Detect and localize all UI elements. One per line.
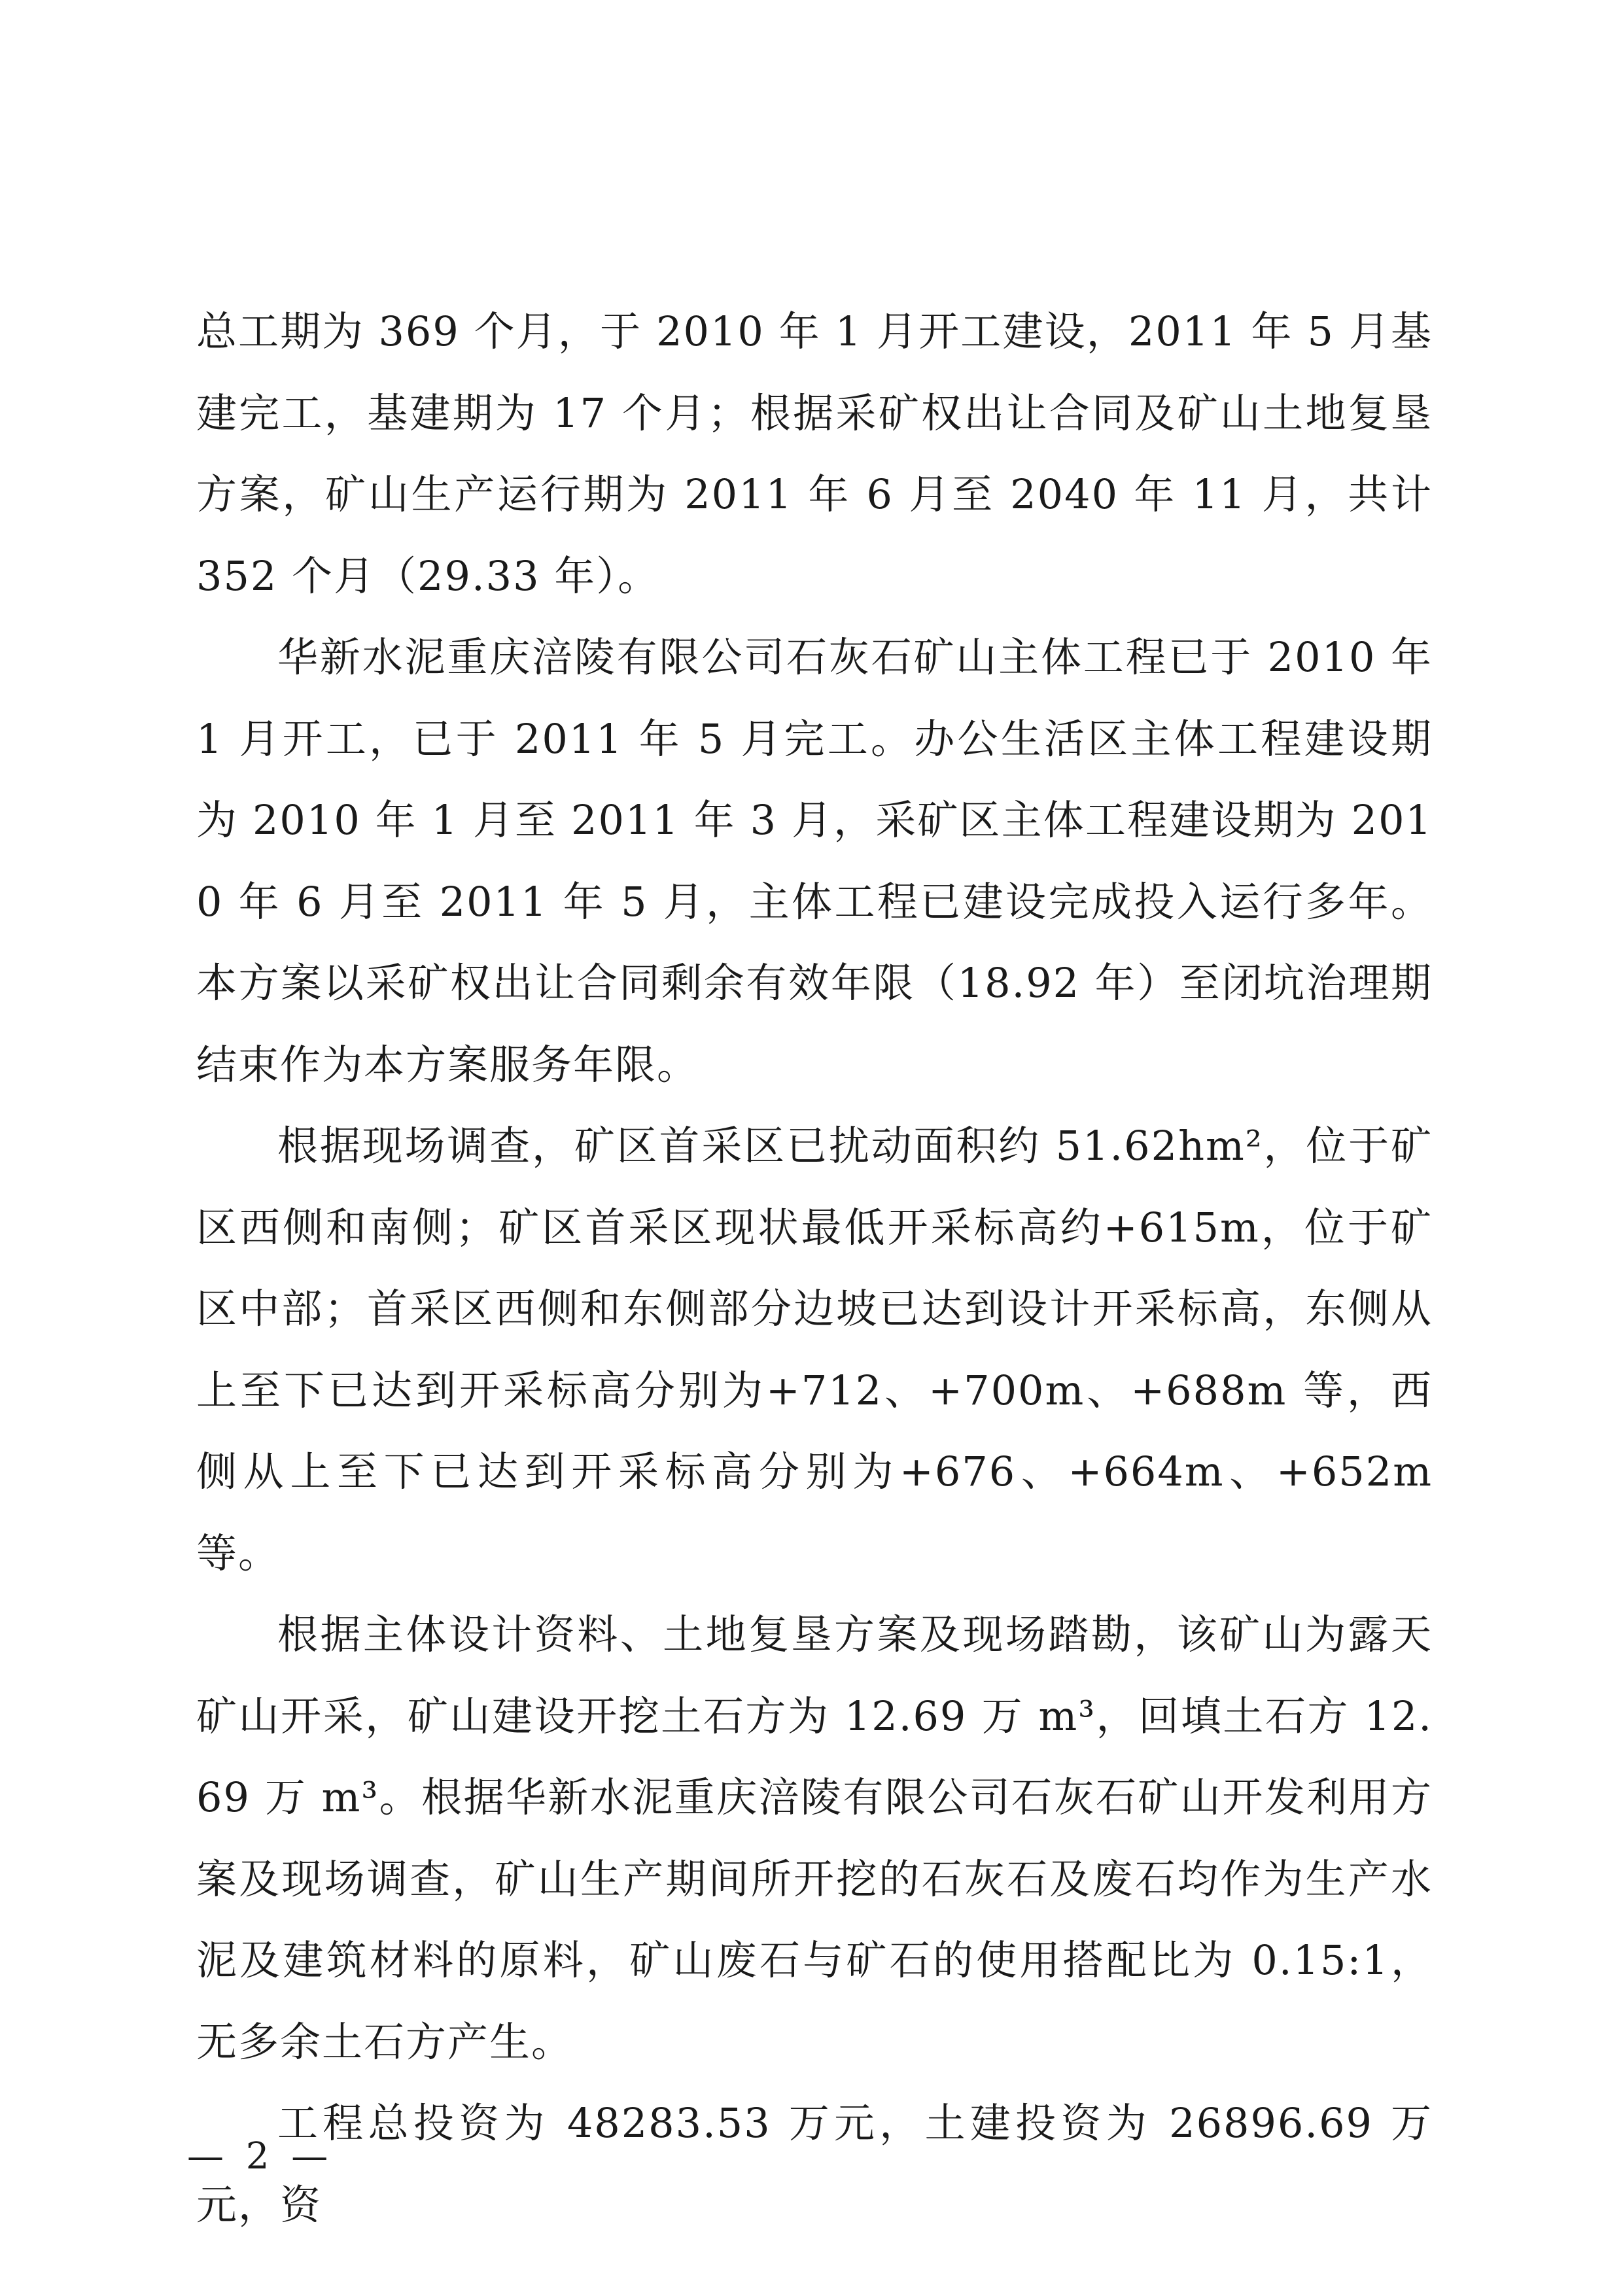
- paragraph-investment: 工程总投资为 48283.53 万元，土建投资为 26896.69 万元，资: [196, 2099, 1433, 2229]
- body-text: [196, 291, 1433, 2246]
- paragraph-main-works: 华新水泥重庆涪陵有限公司石灰石矿山主体工程已于 2010 年 1 月开工，已于 2011 年 5 月完工。办公生活区主体工程建设期为 2010 年 1 月至 2011 年 3 月，采矿区主体工程建设期为 2010 年 6 月至 2011 年 5 月，主体工程已建设完成投入运行多年。本方案以采矿权出让合同剩余有效年限（18.92 年）至闭坑治理期结束作为本方案服务年限。: [196, 633, 1433, 1088]
- paragraph-schedule: 总工期为 369 个月，于 2010 年 1 月开工建设，2011 年 5 月基建完工，基建期为 17 个月；根据采矿权出让合同及矿山土地复垦方案，矿山生产运行期为 2011 年 6 月至 2040 年 11 月，共计 352 个月（29.33 年）。: [196, 307, 1433, 600]
- page-number: — 2 —: [187, 2135, 334, 2178]
- paragraph-site-survey: 根据现场调查，矿区首采区已扰动面积约 51.62hm²，位于矿区西侧和南侧；矿区首采区现状最低开采标高约+615m，位于矿区中部；首采区西侧和东侧部分边坡已达到设计开采标高，东侧从上至下已达到开采标高分别为+712、+700m、+688m 等，西侧从上至下已达到开采标高分别为+676、+664m、+652m 等。: [196, 1122, 1433, 1577]
- paragraph-earthwork: 根据主体设计资料、土地复垦方案及现场踏勘，该矿山为露天矿山开采，矿山建设开挖土石方为 12.69 万 m³，回填土石方 12.69 万 m³。根据华新水泥重庆涪陵有限公司石灰石矿山开发利用方案及现场调查，矿山生产期间所开挖的石灰石及废石均作为生产水泥及建筑材料的原料，矿山废石与矿石的使用搭配比为 0.15:1，无多余土石方产生。: [196, 1610, 1433, 2066]
